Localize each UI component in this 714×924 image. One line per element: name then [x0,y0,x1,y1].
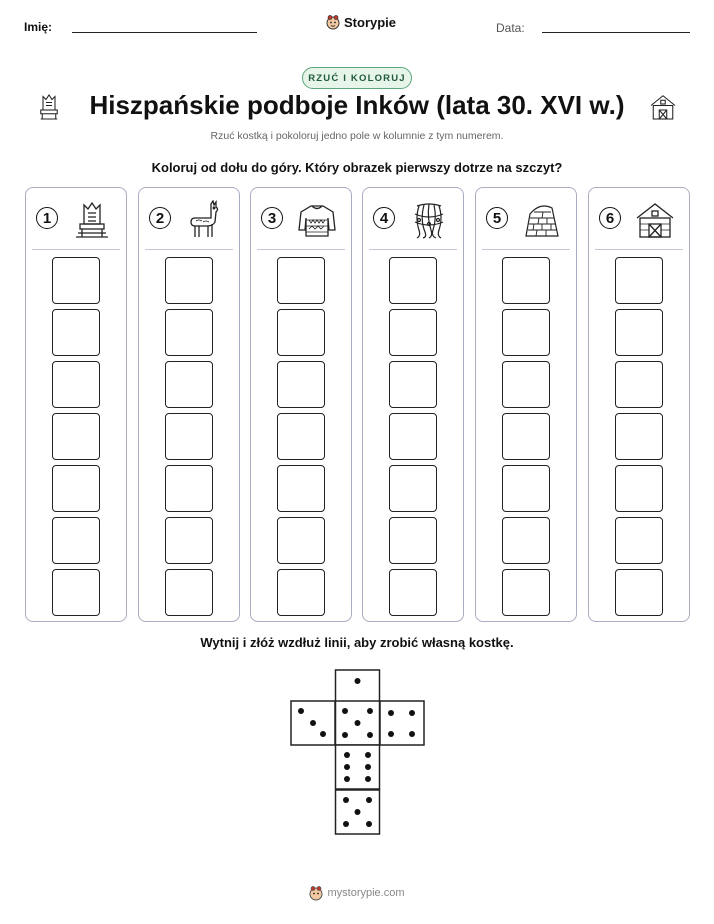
color-cell[interactable] [277,361,325,408]
subtitle: Rzuć kostką i pokoloruj jedno pole w kolumnie z tym numerem. [210,130,504,142]
pip [342,708,348,714]
color-cell[interactable] [165,309,213,356]
pip [344,752,350,758]
throne-icon [70,200,114,240]
color-cell[interactable] [389,361,437,408]
color-cell[interactable] [389,517,437,564]
die-face-2 [380,701,424,745]
footer [0,885,714,901]
color-cell[interactable] [615,413,663,460]
die-face-6 [336,745,380,789]
sweater-icon [295,200,339,240]
color-cell[interactable] [502,413,550,460]
storypie-logo-icon [309,885,323,901]
pip [365,752,371,758]
color-cell[interactable] [165,413,213,460]
color-cell[interactable] [52,361,100,408]
pip [409,731,415,737]
die-net [290,669,426,837]
color-cell[interactable] [277,517,325,564]
pip [409,710,415,716]
pip [366,821,372,827]
color-cell[interactable] [52,517,100,564]
color-cell[interactable] [277,309,325,356]
color-cell[interactable] [502,465,550,512]
pip [388,731,394,737]
color-cell[interactable] [389,309,437,356]
color-cell[interactable] [165,517,213,564]
column-divider [595,249,683,250]
pip [365,776,371,782]
brand [326,14,396,30]
color-cell[interactable] [502,517,550,564]
color-cell[interactable] [615,465,663,512]
color-cell[interactable] [165,569,213,616]
pip [343,821,349,827]
pip [355,720,361,726]
column-divider [32,249,120,250]
pip [320,731,326,737]
color-cell[interactable] [52,413,100,460]
color-cell[interactable] [615,361,663,408]
column-4 [362,187,464,622]
column-number: 6 [599,207,621,229]
column-5 [475,187,577,622]
date-line[interactable] [542,32,690,33]
date-label: Data: [496,21,525,35]
cut-instruction: Wytnij i złóż wzdłuż linii, aby zrobić własną kostkę. [200,635,514,650]
column-1 [25,187,127,622]
pip [344,764,350,770]
color-cell[interactable] [165,361,213,408]
color-cell[interactable] [52,309,100,356]
color-cell[interactable] [615,309,663,356]
pip [298,708,304,714]
instruction: Koloruj od dołu do góry. Który obrazek pierwszy dotrze na szczyt? [151,160,563,175]
page-title: Hiszpańskie podboje Inków (lata 30. XVI w.) [89,90,625,120]
pip [310,720,316,726]
stone-wall-icon [520,200,564,240]
column-number: 4 [373,207,395,229]
pip [344,776,350,782]
column-number: 3 [261,207,283,229]
name-line[interactable] [72,32,257,33]
column-divider [257,249,345,250]
activity-badge: RZUĆ I KOLORUJ [302,67,412,89]
color-cell[interactable] [502,257,550,304]
column-6 [588,187,690,622]
color-cell[interactable] [52,257,100,304]
barn-icon [633,200,677,240]
color-cell[interactable] [389,413,437,460]
pip [367,708,373,714]
pip [365,764,371,770]
pip [355,809,361,815]
column-3 [250,187,352,622]
pip [342,732,348,738]
color-cell[interactable] [165,257,213,304]
pip [388,710,394,716]
footer-url[interactable]: mystorypie.com [327,887,405,899]
color-cell[interactable] [52,465,100,512]
storypie-logo-icon [326,14,340,30]
name-label: Imię: [24,20,53,34]
column-divider [145,249,233,250]
color-cell[interactable] [52,569,100,616]
pip [343,797,349,803]
quipu-icon [407,200,451,240]
pip [366,797,372,803]
column-2 [138,187,240,622]
color-cell[interactable] [615,257,663,304]
color-cell[interactable] [389,257,437,304]
pip [367,732,373,738]
color-cell[interactable] [615,517,663,564]
llama-icon [183,200,227,240]
color-cell[interactable] [615,569,663,616]
column-divider [482,249,570,250]
column-number: 1 [36,207,58,229]
column-divider [369,249,457,250]
color-cell[interactable] [277,569,325,616]
color-cell[interactable] [277,257,325,304]
barn-icon [648,92,678,122]
color-cell[interactable] [277,413,325,460]
color-cell[interactable] [502,309,550,356]
color-cell[interactable] [165,465,213,512]
pip [355,678,361,684]
brand-name: Storypie [344,14,397,30]
color-cell[interactable] [389,465,437,512]
color-cell[interactable] [502,569,550,616]
color-cell[interactable] [502,361,550,408]
column-number: 2 [149,207,171,229]
color-cell[interactable] [277,465,325,512]
color-cell[interactable] [389,569,437,616]
column-number: 5 [486,207,508,229]
